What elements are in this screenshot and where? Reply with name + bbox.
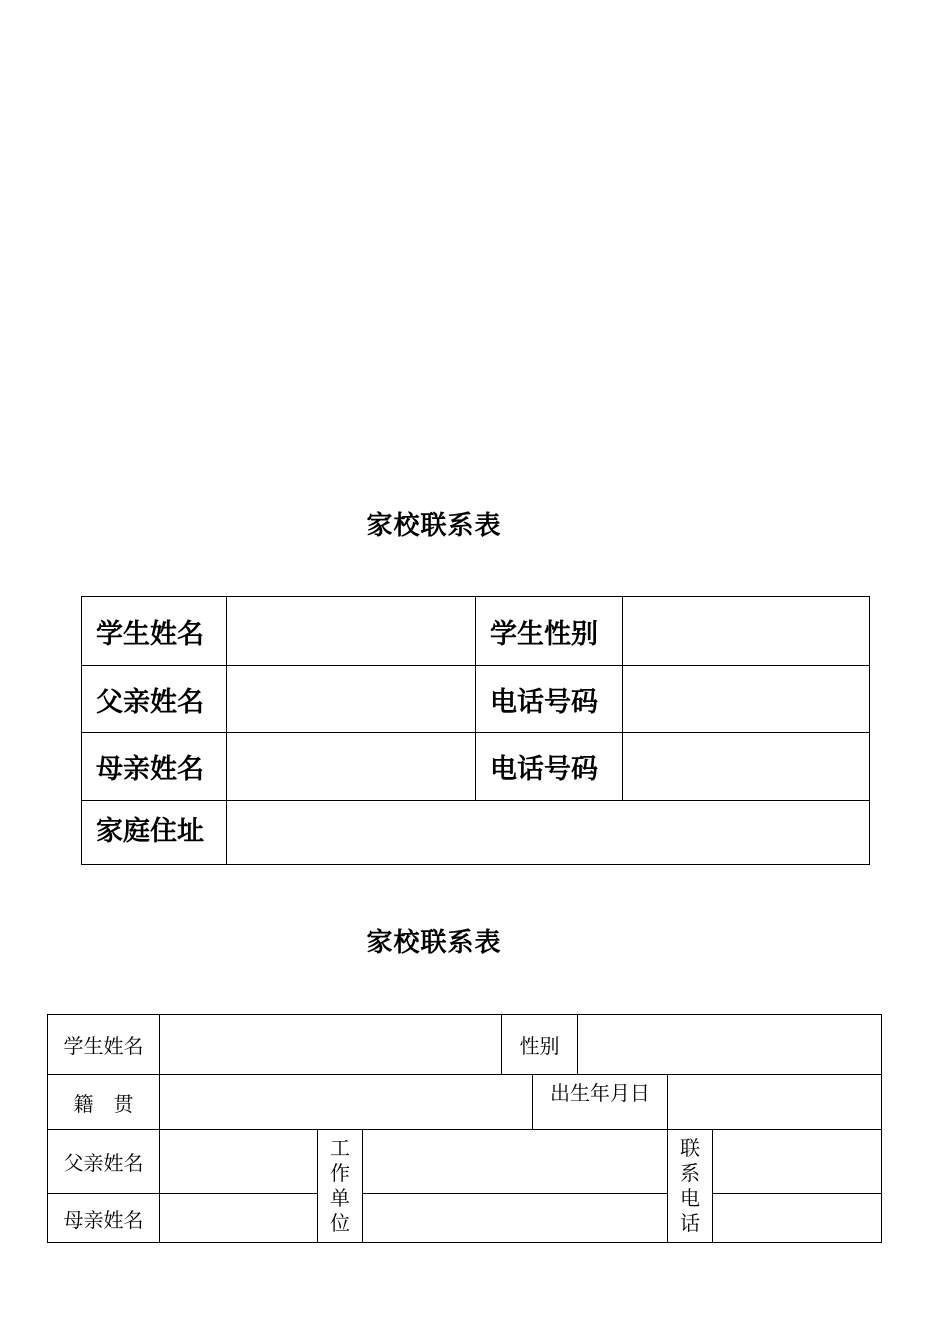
mother-name-field-2[interactable]: [160, 1194, 318, 1243]
gender-label: 性别: [502, 1015, 578, 1075]
father-name-label-2: 父亲姓名: [48, 1130, 160, 1194]
father-phone-label: 电话号码: [476, 666, 623, 733]
form2-row-native: [48, 1075, 882, 1130]
father-name-label: 父亲姓名: [82, 666, 227, 733]
form2-row-mother: [48, 1194, 882, 1243]
gender-field[interactable]: [578, 1015, 882, 1075]
student-name-field-2[interactable]: [160, 1015, 502, 1075]
student-name-field[interactable]: [227, 597, 476, 666]
birth-date-field[interactable]: [668, 1075, 882, 1130]
father-contact-phone-field[interactable]: [713, 1130, 882, 1194]
mother-work-unit-field[interactable]: [363, 1194, 668, 1243]
student-gender-field[interactable]: [623, 597, 870, 666]
contact-phone-label: 联 系 电 话: [668, 1130, 713, 1243]
form1-row-father: [82, 666, 870, 733]
work-unit-label: 工 作 单 位: [318, 1130, 363, 1243]
form2-title: 家校联系表: [366, 928, 502, 958]
birth-date-label: 出生年月日: [533, 1075, 668, 1130]
student-gender-label: 学生性别: [476, 597, 623, 666]
form2-row-student: [48, 1015, 882, 1075]
form2-table: [47, 1014, 882, 1243]
native-place-field[interactable]: [160, 1075, 533, 1130]
mother-name-label-2: 母亲姓名: [48, 1194, 160, 1243]
form1-row-student: [82, 597, 870, 666]
native-place-label: 籍 贯: [48, 1075, 160, 1130]
form1-title: 家校联系表: [366, 511, 502, 541]
form1-row-address: [82, 801, 870, 865]
home-address-label: 家庭住址: [82, 801, 227, 865]
mother-name-field[interactable]: [227, 733, 476, 801]
mother-name-label: 母亲姓名: [82, 733, 227, 801]
father-phone-field[interactable]: [623, 666, 870, 733]
home-address-field[interactable]: [227, 801, 870, 865]
form1-row-mother: [82, 733, 870, 801]
form1-table: [81, 596, 870, 865]
student-name-label-2: 学生姓名: [48, 1015, 160, 1075]
father-name-field[interactable]: [227, 666, 476, 733]
mother-phone-label: 电话号码: [476, 733, 623, 801]
father-work-unit-field[interactable]: [363, 1130, 668, 1194]
form2-row-father: [48, 1130, 882, 1194]
mother-phone-field[interactable]: [623, 733, 870, 801]
father-name-field-2[interactable]: [160, 1130, 318, 1194]
mother-contact-phone-field[interactable]: [713, 1194, 882, 1243]
student-name-label: 学生姓名: [82, 597, 227, 666]
